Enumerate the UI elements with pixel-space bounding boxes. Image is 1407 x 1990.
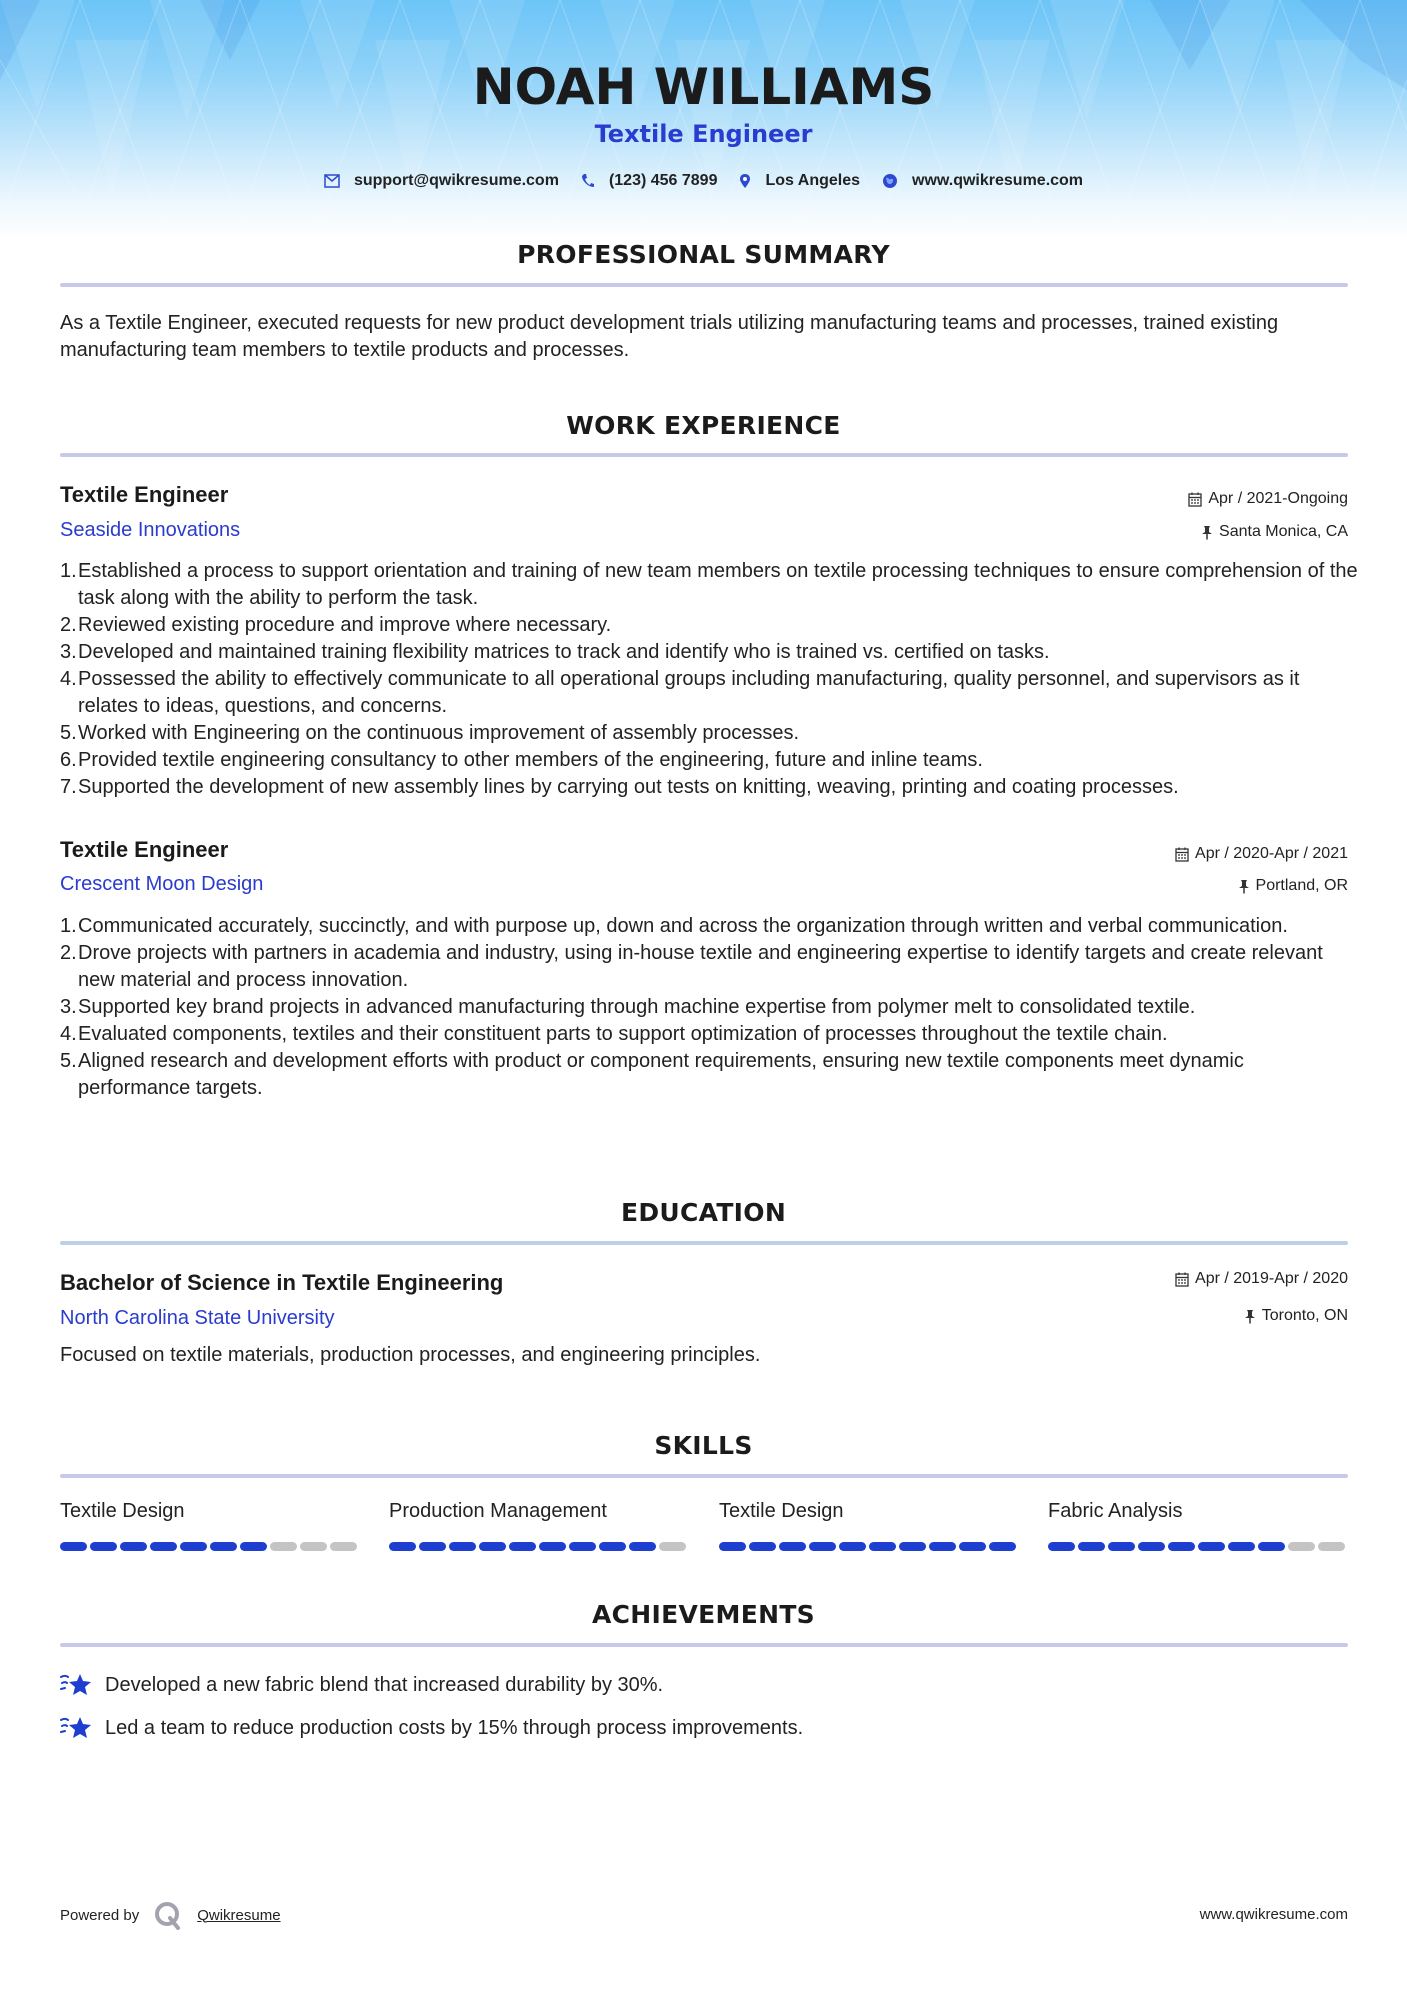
shooting-star-icon [60, 1670, 94, 1700]
section-title-experience: WORK EXPERIENCE [566, 411, 841, 440]
education-location [1244, 1307, 1348, 1325]
job-bullets [60, 558, 1360, 801]
degree-title: Bachelor of Science in Textile Engineering [60, 1270, 504, 1295]
candidate-name: NOAH WILLIAMS [472, 58, 935, 116]
candidate-role: Textile Engineer [594, 120, 813, 148]
skill-segment [210, 1542, 237, 1551]
bullet-item: 3. Developed and maintained training flexibility matrices to track and identify who is trained vs. certified on tasks. [60, 641, 1050, 663]
email-text: support@qwikresume.com [353, 172, 559, 189]
skill-segment [1078, 1542, 1105, 1551]
bullet-item: 1. Communicated accurately, succinctly, and with purpose up, down and across the organization through written and verbal communication. [60, 915, 1288, 937]
company-name: Crescent Moon Design [60, 873, 264, 895]
bullet-item: 3. Supported key brand projects in advanced manufacturing through machine expertise from polymer melt to consolidated textile. [60, 996, 1196, 1018]
skill-segment [989, 1542, 1016, 1551]
bullet-item: 4. Evaluated components, textiles and their constituent parts to support optimization of processes throughout the textile chain. [60, 1023, 1168, 1045]
job-title: Textile Engineer [60, 837, 229, 862]
section-divider [60, 453, 1348, 457]
bullet-item: 4. Possessed the ability to effectively communicate to all operational groups including manufacturing, quality personnel, and supervisors as it relates to ideas, questions, and concerns. [60, 668, 1300, 717]
pushpin-icon [1244, 1309, 1256, 1324]
contact-website[interactable] [882, 172, 1083, 190]
job-date [1175, 845, 1348, 863]
skill-segment [1288, 1542, 1315, 1551]
skill-segment [719, 1542, 746, 1551]
qwikresume-logo-icon [153, 1900, 183, 1930]
skill-segment [1228, 1542, 1255, 1551]
skill-segment [120, 1542, 147, 1551]
skill-level-bar [60, 1542, 360, 1551]
job-bullets [60, 913, 1360, 1102]
job-date-text: Apr / 2020-Apr / 2021 [1195, 845, 1348, 862]
skill-segment [449, 1542, 476, 1551]
job-date [1188, 490, 1348, 508]
education-location-text: Toronto, ON [1261, 1307, 1348, 1324]
skill-segment [1258, 1542, 1285, 1551]
skill-segment [869, 1542, 896, 1551]
skill-segment [90, 1542, 117, 1551]
job-title: Textile Engineer [60, 482, 229, 507]
job-date-text: Apr / 2021-Ongoing [1208, 490, 1348, 507]
skill-level-bar [389, 1542, 689, 1551]
skill-item [60, 1500, 360, 1551]
skill-segment [509, 1542, 536, 1551]
footer-website[interactable]: www.qwikresume.com [1199, 1906, 1348, 1923]
contact-location [739, 172, 860, 190]
skill-segment [929, 1542, 956, 1551]
skill-name: Fabric Analysis [1048, 1500, 1183, 1522]
bullet-item: 2. Reviewed existing procedure and improve where necessary. [60, 614, 612, 636]
phone-text: (123) 456 7899 [608, 172, 718, 189]
phone-icon [581, 173, 595, 189]
skill-segment [779, 1542, 806, 1551]
section-divider [60, 1643, 1348, 1647]
skill-segment [240, 1542, 267, 1551]
skill-level-bar [1048, 1542, 1348, 1551]
section-divider [60, 1241, 1348, 1245]
skill-segment [539, 1542, 566, 1551]
skill-segment [629, 1542, 656, 1551]
skill-segment [330, 1542, 357, 1551]
skill-segment [1108, 1542, 1135, 1551]
job-location-text: Portland, OR [1255, 877, 1348, 894]
bullet-item: 1. Established a process to support orientation and training of new team members on textile processing techniques to ensure comprehension of the task along with the ability to perform the task. [60, 560, 1358, 609]
calendar-icon [1175, 1272, 1189, 1287]
skill-level-bar [719, 1542, 1019, 1551]
skill-segment [60, 1542, 87, 1551]
envelope-icon [324, 174, 340, 188]
skill-item [1048, 1500, 1348, 1551]
pushpin-icon [1238, 879, 1250, 894]
calendar-icon [1175, 847, 1189, 862]
education-description: Focused on textile materials, production processes, and engineering principles. [60, 1344, 761, 1366]
skill-segment [180, 1542, 207, 1551]
skill-segment [959, 1542, 986, 1551]
section-divider [60, 283, 1348, 287]
summary-text: As a Textile Engineer, executed requests for new product development trials utilizing manufacturing teams and processes, trained existing manufacturing team members to textile products and processes. [60, 312, 1279, 361]
skill-segment [1138, 1542, 1165, 1551]
skill-segment [270, 1542, 297, 1551]
skill-segment [479, 1542, 506, 1551]
shooting-star-icon [60, 1713, 94, 1743]
qwikresume-link[interactable]: Qwikresume [197, 1906, 281, 1924]
skill-segment [659, 1542, 686, 1551]
job-location-text: Santa Monica, CA [1219, 523, 1348, 540]
skill-item [719, 1500, 1019, 1551]
section-title-education: EDUCATION [620, 1198, 787, 1227]
skill-name: Textile Design [60, 1500, 185, 1522]
school-name: North Carolina State University [60, 1307, 335, 1329]
job-location [1201, 523, 1348, 541]
achievement-text: Developed a new fabric blend that increased durability by 30%. [105, 1673, 664, 1696]
map-pin-icon [739, 173, 751, 189]
bullet-item: 6. Provided textile engineering consultancy to other members of the engineering, future and inline teams. [60, 749, 983, 771]
globe-icon [882, 173, 898, 189]
bullet-item: 2. Drove projects with partners in academia and industry, using in-house textile and engineering expertise to identify targets and create relevant new material and process innovation. [60, 942, 1323, 991]
skill-segment [1198, 1542, 1225, 1551]
job-location [1238, 877, 1348, 895]
pushpin-icon [1201, 525, 1213, 540]
bullet-item: 7. Supported the development of new assembly lines by carrying out tests on knitting, weaving, printing and coating processes. [60, 776, 1179, 798]
skill-name: Textile Design [719, 1500, 844, 1522]
skill-segment [809, 1542, 836, 1551]
section-title-achievements: ACHIEVEMENTS [592, 1600, 815, 1629]
skill-item [389, 1500, 689, 1551]
skill-segment [300, 1542, 327, 1551]
skill-segment [419, 1542, 446, 1551]
section-title-skills: SKILLS [654, 1431, 753, 1460]
section-divider [60, 1474, 1348, 1478]
contact-bar [0, 172, 1407, 190]
powered-by-label: Powered by [60, 1906, 140, 1924]
achievement-item [60, 1670, 663, 1700]
achievement-text: Led a team to reduce production costs by 15% through process improvements. [105, 1716, 804, 1739]
company-name: Seaside Innovations [60, 519, 241, 541]
achievement-item [60, 1713, 803, 1743]
location-text: Los Angeles [765, 172, 861, 189]
contact-email[interactable] [324, 172, 559, 190]
skill-segment [1318, 1542, 1345, 1551]
calendar-icon [1188, 492, 1202, 507]
skill-segment [569, 1542, 596, 1551]
skill-segment [839, 1542, 866, 1551]
skill-segment [1048, 1542, 1075, 1551]
skill-name: Production Management [389, 1500, 607, 1522]
skill-segment [389, 1542, 416, 1551]
skill-segment [1168, 1542, 1195, 1551]
website-text: www.qwikresume.com [912, 172, 1084, 189]
skill-segment [599, 1542, 626, 1551]
education-date [1175, 1270, 1348, 1288]
skill-segment [150, 1542, 177, 1551]
section-title-summary: PROFESSIONAL SUMMARY [517, 240, 890, 269]
skill-segment [749, 1542, 776, 1551]
bullet-item: 5. Worked with Engineering on the continuous improvement of assembly processes. [60, 722, 800, 744]
bullet-item: 5. Aligned research and development efforts with product or component requirements, ensuring new textile components meet dynamic performance targets. [60, 1050, 1244, 1099]
footer-powered-by [60, 1900, 281, 1930]
education-date-text: Apr / 2019-Apr / 2020 [1195, 1270, 1348, 1287]
skill-segment [899, 1542, 926, 1551]
contact-phone[interactable] [581, 172, 718, 190]
